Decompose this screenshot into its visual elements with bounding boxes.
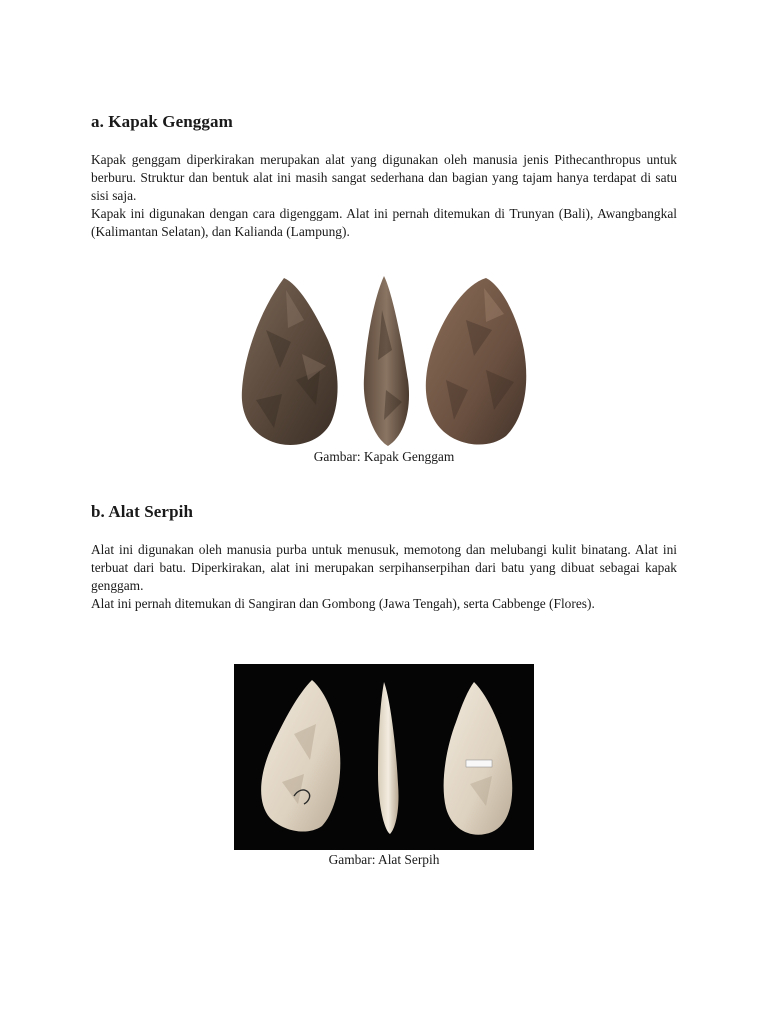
section-a-paragraph-2: Kapak ini digunakan dengan cara digenggam. Alat ini pernah ditemukan di Trunyan (Bali), Awangbangkal (Kalimantan Selatan), dan Kalianda (Lampung).	[91, 206, 677, 239]
flake-tool-photo	[234, 664, 534, 850]
section-b-paragraph-1: Alat ini digunakan oleh manusia purba untuk menusuk, memotong dan melubangi kulit binatang. Alat ini terbuat dari batu. Diperkirakan, alat ini merupakan serpihanserpihan dari batu yang dibuat sebagai kapak genggam.	[91, 542, 677, 593]
section-b-body	[91, 541, 677, 613]
section-a-heading: a. Kapak Genggam	[91, 112, 233, 131]
hand-axe-photo	[236, 270, 536, 450]
section-b-heading: b. Alat Serpih	[91, 502, 194, 521]
section-a-paragraph-1: Kapak genggam diperkirakan merupakan alat yang digunakan oleh manusia jenis Pithecanthropus untuk berburu. Struktur dan bentuk alat ini masih sangat sederhana dan bagian yang tajam hanya terdapat di satu sisi saja.	[91, 152, 677, 203]
figure-a-caption: Gambar: Kapak Genggam	[313, 449, 455, 464]
section-b-paragraph-2: Alat ini pernah ditemukan di Sangiran dan Gombong (Jawa Tengah), serta Cabbenge (Flores).	[91, 596, 595, 611]
figure-b-caption: Gambar: Alat Serpih	[328, 852, 440, 867]
section-a-body	[91, 151, 677, 241]
